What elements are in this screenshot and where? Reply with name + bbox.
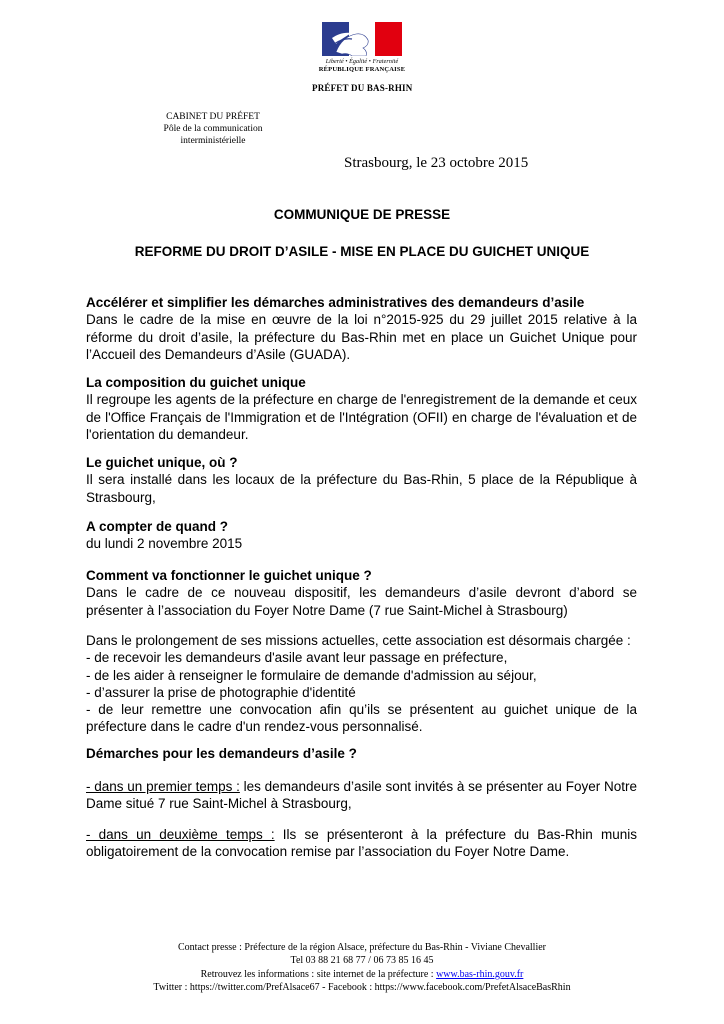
- footer-website-line: [0, 968, 724, 981]
- list-item: - de recevoir les demandeurs d'asile avant leur passage en préfecture,: [86, 650, 508, 666]
- tricolor-flag-icon: [322, 22, 402, 56]
- marianne-logo: [318, 22, 406, 73]
- section-quand: [86, 518, 637, 553]
- step-one-text: les demandeurs d’asile sont invités à se présenter au Foyer Notre Dame situé 7 rue Saint-Michel à Strasbourg,: [86, 779, 637, 812]
- section-heading: Démarches pour les demandeurs d’asile ?: [86, 746, 357, 761]
- step-two-text: Ils se présenteront à la préfecture du Bas-Rhin munis obligatoirement de la convocation remise par l’association du Foyer Notre Dame.: [86, 827, 637, 860]
- section-heading: Le guichet unique, où ?: [86, 455, 238, 470]
- section-text: du lundi 2 novembre 2015: [86, 536, 243, 552]
- page-subtitle: REFORME DU DROIT D’ASILE - MISE EN PLACE DU GUICHET UNIQUE: [134, 244, 590, 259]
- cabinet-block: [148, 111, 278, 147]
- list-item: - de leur remettre une convocation afin qu’ils se présentent au guichet unique de la préfecture dans le cadre d'un rendez-vous personnalisé.: [86, 702, 637, 735]
- section-missions: [86, 632, 637, 736]
- section-accelerer: [86, 294, 637, 363]
- step-one-label: - dans un premier temps :: [86, 779, 240, 794]
- list-item: - de les aider à renseigner le formulaire de demande d'admission au séjour,: [86, 667, 537, 683]
- footer-contact: Contact presse : Préfecture de la région Alsace, préfecture du Bas-Rhin - Viviane Chevallier: [178, 942, 546, 953]
- prefet-label: PRÉFET DU BAS-RHIN: [312, 83, 413, 93]
- missions-intro: Dans le prolongement de ses missions actuelles, cette association est désormais chargée :: [86, 633, 631, 648]
- step-two-label: - dans un deuxième temps :: [86, 827, 275, 842]
- section-text: Il regroupe les agents de la préfecture en charge de l'enregistrement de la demande et ceux de l'Office Français de l'Immigration et de l'Intégration (OFII) en charge de l'évaluation et de l'orientation du demandeur.: [86, 392, 637, 442]
- section-heading: Accélérer et simplifier les démarches administratives des demandeurs d’asile: [86, 295, 585, 310]
- section-composition: [86, 374, 637, 443]
- section-heading: La composition du guichet unique: [86, 375, 306, 390]
- footer-website-prefix: Retrouvez les informations : site internet de la préfecture :: [200, 968, 437, 980]
- republic-motto: Liberté • Égalité • Fraternité: [325, 59, 399, 65]
- footer: [0, 941, 724, 995]
- section-text: Dans le cadre de ce nouveau dispositif, les demandeurs d’asile devront d’abord se présenter à l’association du Foyer Notre Dame (7 rue Saint-Michel à Strasbourg): [86, 585, 637, 618]
- section-text: Il sera installé dans les locaux de la préfecture du Bas-Rhin, 5 place de la République à Strasbourg,: [86, 472, 637, 505]
- place-date: Strasbourg, le 23 octobre 2015: [344, 155, 529, 171]
- section-fonctionnement: [86, 567, 637, 619]
- republic-name: RÉPUBLIQUE FRANÇAISE: [318, 66, 406, 73]
- footer-phone: Tel 03 88 21 68 77 / 06 73 85 16 45: [290, 955, 434, 967]
- page-title: COMMUNIQUE DE PRESSE: [273, 207, 451, 222]
- footer-social: Twitter : https://twitter.com/PrefAlsace67 - Facebook : https://www.facebook.com/PrefetAlsaceBasRhin: [153, 982, 571, 994]
- section-demarches: [86, 745, 637, 762]
- cabinet-line: CABINET DU PRÉFET: [166, 112, 260, 122]
- section-text: Dans le cadre de la mise en œuvre de la loi n°2015-925 du 29 juillet 2015 relative à la réforme du droit d’asile, la préfecture du Bas-Rhin met en place un Guichet Unique pour l’Accueil des Demandeurs d’Asile (GUADA).: [86, 312, 637, 362]
- cabinet-line: Pôle de la communication: [163, 124, 263, 134]
- step-two: [86, 826, 637, 861]
- section-ou: [86, 454, 637, 506]
- cabinet-line: interministérielle: [180, 136, 246, 146]
- list-item: - d’assurer la prise de photographie d'identité: [86, 684, 356, 700]
- step-one: [86, 778, 637, 813]
- section-heading: Comment va fonctionner le guichet unique ?: [86, 568, 372, 583]
- section-heading: A compter de quand ?: [86, 519, 229, 534]
- website-link[interactable]: www.bas-rhin.gouv.fr: [436, 968, 524, 980]
